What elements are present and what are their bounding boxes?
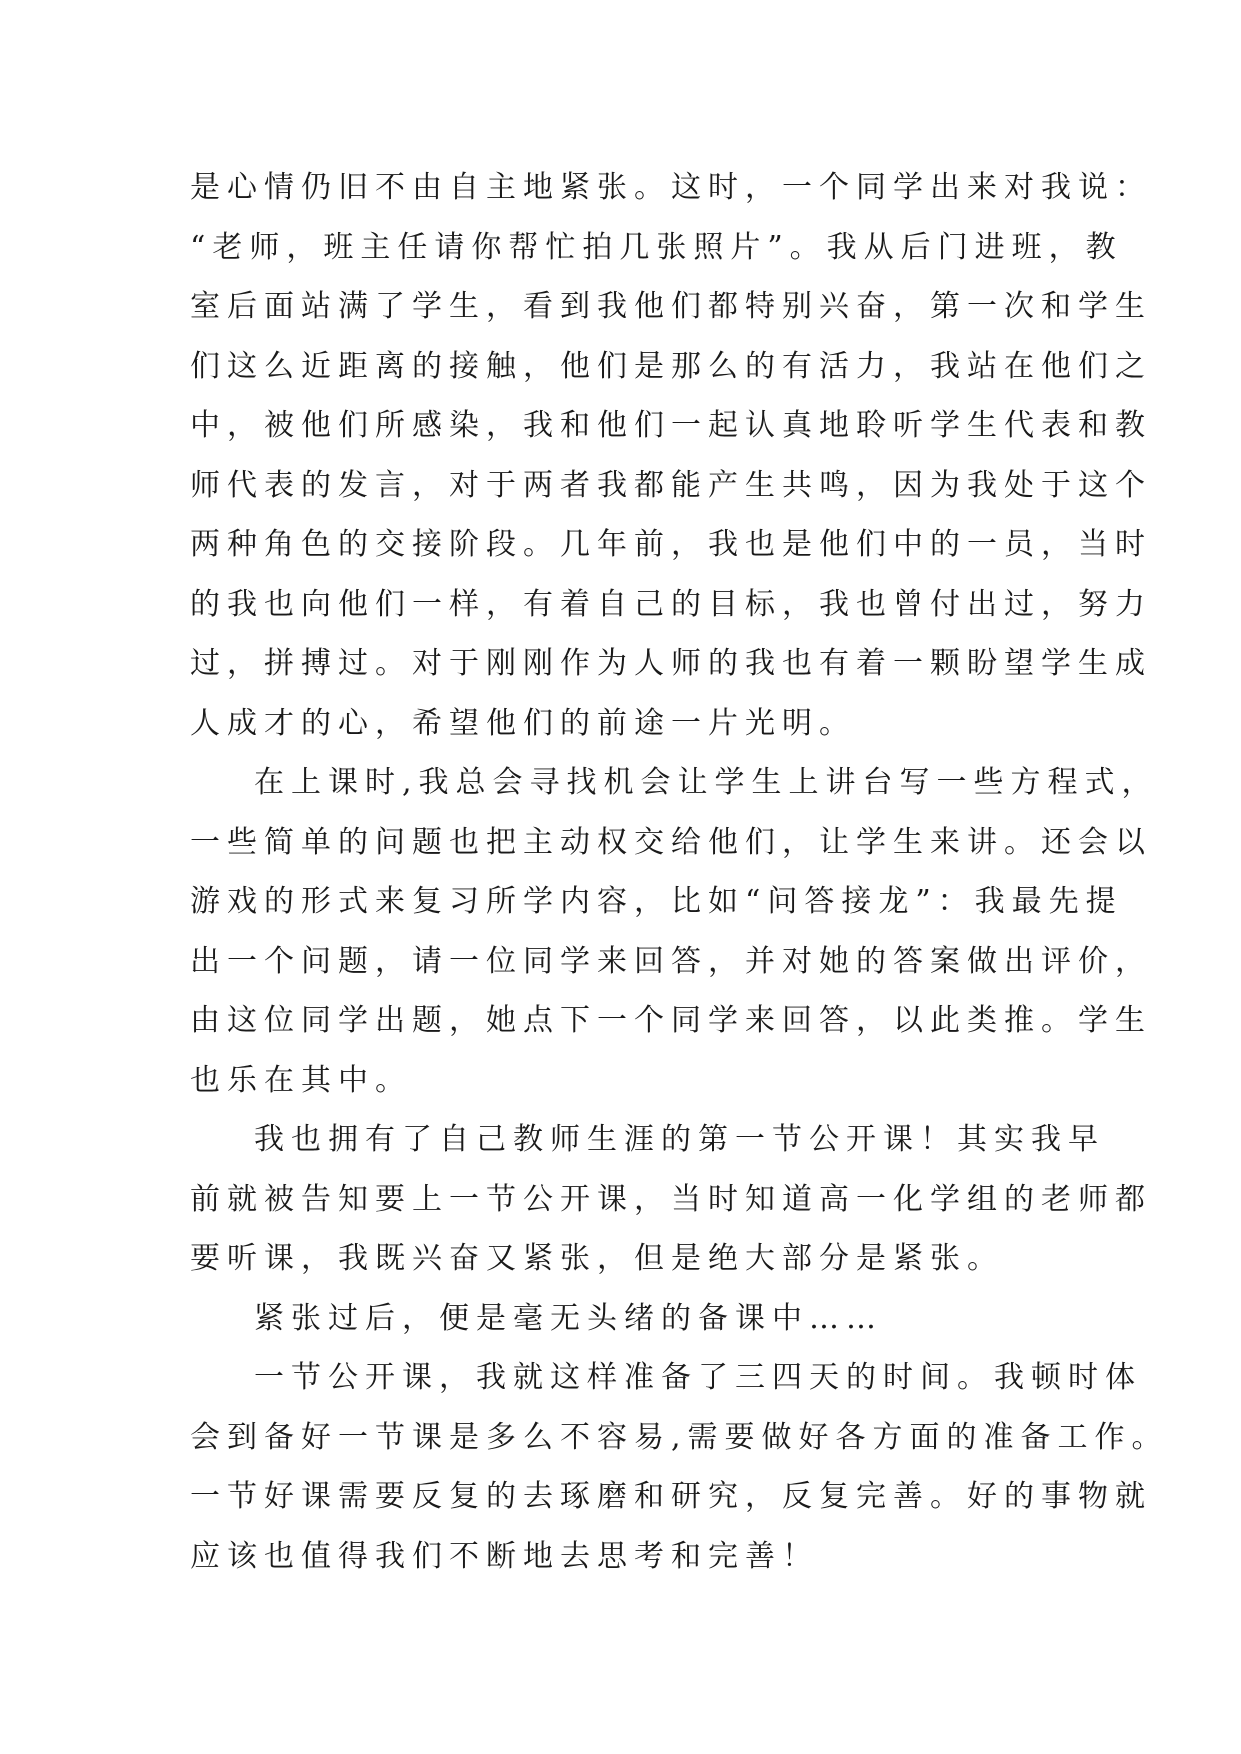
text-line: 要听课，我既兴奋又紧张，但是绝大部分是紧张。 bbox=[190, 1241, 1004, 1276]
text-line: 们这么近距离的接触，他们是那么的有活力，我站在他们之 bbox=[190, 348, 1152, 384]
text-line: 两种角色的交接阶段。几年前，我也是他们中的一员，当时 bbox=[190, 527, 1152, 562]
text-line: 会到备好一节课是多么不容易,需要做好各方面的准备工作。 bbox=[190, 1419, 1169, 1455]
text-line: 过，拼搏过。对于刚刚作为人师的我也有着一颗盼望学生成 bbox=[190, 646, 1152, 681]
paragraph bbox=[190, 158, 1152, 753]
text-line: 人成才的心，希望他们的前途一片光明。 bbox=[190, 705, 856, 741]
paragraph bbox=[190, 1110, 1152, 1289]
text-line: “老师，班主任请你帮忙拍几张照片”。我从后门进班，教 bbox=[190, 229, 1123, 265]
document-page bbox=[190, 158, 1169, 1586]
text-line: 一节好课需要反复的去琢磨和研究，反复完善。好的事物就 bbox=[190, 1479, 1152, 1514]
text-line: 我也拥有了自己教师生涯的第一节公开课！其实我早 bbox=[254, 1122, 1105, 1157]
text-line: 一些简单的问题也把主动权交给他们，让学生来讲。还会以 bbox=[190, 824, 1152, 860]
text-line: 游戏的形式来复习所学内容，比如“问答接龙”：我最先提 bbox=[190, 884, 1123, 919]
paragraph bbox=[190, 753, 1159, 1110]
text-line: 师代表的发言，对于两者我都能产生共鸣，因为我处于这个 bbox=[190, 467, 1152, 503]
text-line: 室后面站满了学生，看到我他们都特别兴奋，第一次和学生 bbox=[190, 289, 1152, 324]
text-line: 一节公开课，我就这样准备了三四天的时间。我顿时体 bbox=[254, 1360, 1142, 1395]
text-line: 的我也向他们一样，有着自己的目标，我也曾付出过，努力 bbox=[190, 586, 1152, 622]
text-line: 应该也值得我们不断地去思考和完善！ bbox=[190, 1538, 819, 1574]
text-line: 是心情仍旧不由自主地紧张。这时，一个同学出来对我说： bbox=[190, 170, 1152, 205]
text-line: 在上课时,我总会寻找机会让学生上讲台写一些方程式， bbox=[254, 765, 1159, 800]
paragraph bbox=[190, 1289, 1052, 1349]
text-line: 前就被告知要上一节公开课，当时知道高一化学组的老师都 bbox=[190, 1181, 1152, 1217]
text-line: 紧张过后，便是毫无头绪的备课中…… bbox=[254, 1300, 883, 1336]
paragraph bbox=[190, 1348, 1169, 1586]
text-line: 由这位同学出题，她点下一个同学来回答，以此类推。学生 bbox=[190, 1003, 1152, 1038]
text-line: 也乐在其中。 bbox=[190, 1062, 412, 1098]
text-line: 出一个问题，请一位同学来回答，并对她的答案做出评价， bbox=[190, 943, 1152, 979]
text-line: 中，被他们所感染，我和他们一起认真地聆听学生代表和教 bbox=[190, 408, 1152, 443]
